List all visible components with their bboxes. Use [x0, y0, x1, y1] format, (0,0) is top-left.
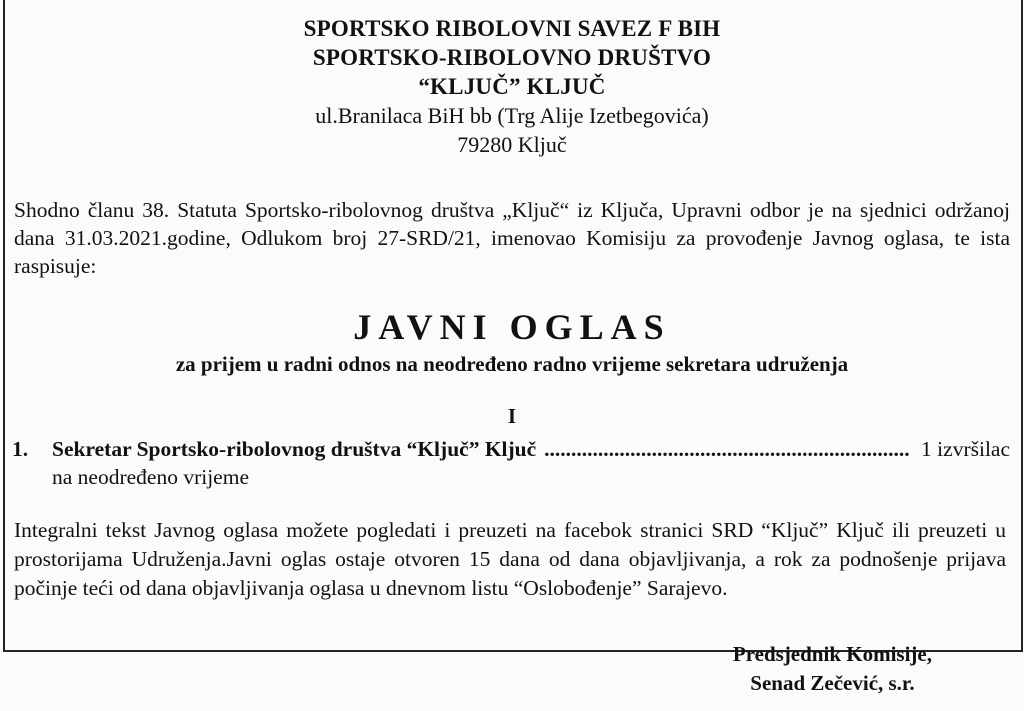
- section-number: I: [507, 404, 517, 428]
- signature-block: [733, 640, 932, 698]
- address-line: ul.Branilaca BiH bb (Trg Alije Izetbegovića): [315, 103, 709, 128]
- item-number: 1.: [12, 437, 29, 461]
- body-paragraph: Integralni tekst Javnog oglasa možete pogledati i preuzeti na facebok stranici SRD “Ključ” Ključ ili preuzeti u prostorijama Udruženja.Javni oglas ostaje otvoren 15 dana od dana objavljivanja, a rok za podnošenje prijava počinje teći od dana objavljivanja oglasa u dnevnom listu “Oslobođenje” Sarajevo.: [14, 518, 1006, 600]
- announcement-title: JAVNI OGLAS: [353, 307, 671, 347]
- announcement-subtitle: za prijem u radni odnos na neodređeno radno vrijeme sekretara udruženja: [175, 352, 849, 376]
- position-item: [12, 435, 1010, 491]
- signature-role: Predsjednik Komisije,: [732, 642, 932, 666]
- item-position: Sekretar Sportsko-ribolovnog društva “Ključ” Ključ: [52, 437, 537, 461]
- city-line: 79280 Ključ: [457, 132, 567, 157]
- society-short-name: “KLJUČ” KLJUČ: [418, 74, 606, 99]
- federation-name: SPORTSKO RIBOLOVNI SAVEZ F BIH: [303, 16, 721, 41]
- item-note: na neodređeno vrijeme: [52, 465, 249, 489]
- letterhead: [0, 14, 1024, 159]
- society-name: SPORTSKO-RIBOLOVNO DRUŠTVO: [312, 45, 712, 70]
- dot-leader: [544, 435, 909, 463]
- signature-name: Senad Zečević, s.r.: [750, 671, 915, 695]
- intro-paragraph: Shodno članu 38. Statuta Sportsko-ribolovnog društva „Ključ“ iz Ključa, Upravni odbor je na sjednici održanoj dana 31.03.2021.godine, Odlukom broj 27-SRD/21, imenovao Komisiju za provođenje Javnog oglasa, te ista raspisuje:: [14, 198, 1010, 278]
- item-count: 1 izvršilac: [921, 437, 1010, 461]
